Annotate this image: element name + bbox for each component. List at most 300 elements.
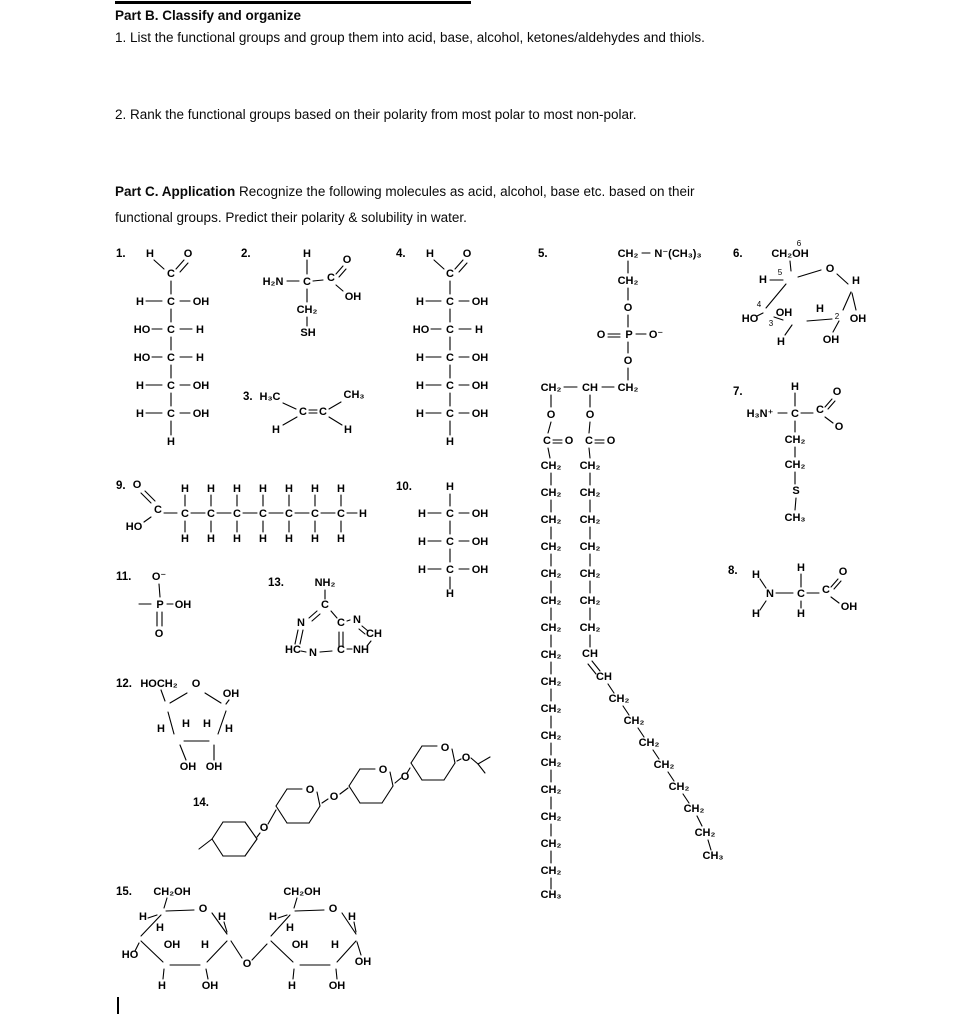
- bond-line: [589, 448, 590, 458]
- bond-line: [252, 944, 267, 960]
- atom-label: H: [285, 533, 293, 545]
- bond-line: [760, 579, 766, 588]
- bond-line: [295, 910, 324, 911]
- bond-line: [159, 584, 160, 597]
- atom-label: C: [259, 508, 267, 520]
- molecule-6-structure: [733, 239, 866, 348]
- atom-label: CH₂: [540, 838, 562, 850]
- bond-line: [245, 839, 257, 856]
- bond-line: [668, 772, 674, 781]
- molecule-15-structure: [116, 886, 371, 992]
- atom-label: OH: [471, 380, 489, 392]
- atom-label: OH: [201, 980, 219, 992]
- atom-label: CH₂: [623, 715, 645, 727]
- atom-label: OH: [775, 307, 793, 319]
- atom-label: CH₂: [579, 514, 601, 526]
- atom-label: CH₂: [579, 622, 601, 634]
- bond-line: [154, 260, 164, 269]
- atom-label: H: [303, 248, 311, 260]
- bond-line: [329, 417, 342, 425]
- atom-label: O: [461, 752, 471, 764]
- ring-position-number: 6: [796, 239, 802, 248]
- bond-line: [653, 750, 659, 759]
- bond-line: [313, 280, 323, 281]
- atom-label: C: [311, 508, 319, 520]
- atom-label: H: [418, 564, 426, 576]
- atom-label: HO: [412, 324, 430, 336]
- atom-label: CH: [582, 382, 598, 394]
- bond-line: [807, 319, 832, 321]
- molecule-3-structure: [243, 389, 364, 436]
- atom-label: O: [825, 263, 835, 275]
- molecule-number: 13.: [268, 577, 284, 589]
- atom-label: C: [154, 504, 162, 516]
- atom-label: H: [337, 533, 345, 545]
- atom-label: O: [623, 355, 633, 367]
- bond-line: [300, 630, 303, 644]
- atom-label: H: [752, 608, 760, 620]
- atom-label: OH: [192, 408, 210, 420]
- molecule-number: 7.: [733, 386, 743, 398]
- atom-label: C: [446, 324, 454, 336]
- atom-label: CH₂: [579, 568, 601, 580]
- ring-position-number: 5: [777, 268, 783, 277]
- atom-label: OH: [328, 980, 346, 992]
- bond-line: [589, 422, 590, 433]
- atom-label: H: [286, 922, 294, 934]
- atom-label: H: [418, 508, 426, 520]
- atom-label: C: [446, 380, 454, 392]
- atom-label: H: [225, 723, 233, 735]
- atom-label: C: [181, 508, 189, 520]
- atom-label: H: [181, 533, 189, 545]
- atom-label: O: [623, 302, 633, 314]
- atom-label: O: [606, 435, 616, 447]
- atom-label: O: [191, 678, 201, 690]
- bond-line: [708, 840, 711, 850]
- atom-label: H: [797, 562, 805, 574]
- atom-label: CH₃: [784, 512, 806, 524]
- atom-label: H: [157, 723, 165, 735]
- part-c-intro-line2: functional groups. Predict their polarity & solubility in water.: [115, 210, 467, 225]
- atom-label: C: [791, 408, 799, 420]
- bond-line: [837, 274, 848, 284]
- atom-label: CH₂: [540, 382, 562, 394]
- atom-label: H: [196, 352, 204, 364]
- bond-line: [309, 806, 320, 823]
- atom-label: OH: [471, 296, 489, 308]
- atom-label: CH₂: [579, 595, 601, 607]
- bond-line: [798, 270, 821, 277]
- bond-line: [434, 260, 444, 269]
- atom-label: CH₂: [540, 730, 562, 742]
- atom-label: CH₂: [638, 737, 660, 749]
- atom-label: H: [207, 483, 215, 495]
- bond-line: [785, 325, 792, 335]
- atom-label: H: [791, 381, 799, 393]
- atom-label: P: [156, 599, 164, 611]
- atom-label: H: [196, 324, 204, 336]
- atom-label: OH: [192, 380, 210, 392]
- bond-line: [205, 693, 221, 703]
- molecule-8-structure: [728, 562, 857, 620]
- atom-label: CH₂: [784, 434, 806, 446]
- atom-label: H: [156, 922, 164, 934]
- atom-label: OH: [354, 956, 372, 968]
- atom-label: OH: [471, 352, 489, 364]
- atom-label: CH: [366, 628, 382, 640]
- atom-label: H: [418, 536, 426, 548]
- atom-label: O: [546, 409, 556, 421]
- atom-label: O: [183, 248, 193, 260]
- bond-line: [444, 763, 455, 780]
- atom-label: H: [759, 274, 767, 286]
- atom-label: O: [154, 628, 164, 640]
- atom-label: C: [285, 508, 293, 520]
- atom-label: O: [378, 764, 388, 776]
- bond-line: [795, 498, 796, 510]
- bond-line: [452, 749, 455, 763]
- atom-label: H: [359, 508, 367, 520]
- bond-line: [212, 822, 223, 839]
- molecule-number: 2.: [241, 248, 251, 260]
- atom-label: C: [337, 617, 345, 629]
- atom-label: H: [348, 911, 356, 923]
- atom-label: H: [331, 939, 339, 951]
- atom-label: CH₂: [540, 784, 562, 796]
- molecule-number: 1.: [116, 248, 126, 260]
- atom-label: OH: [471, 564, 489, 576]
- atom-label: C: [167, 296, 175, 308]
- bond-line: [166, 910, 194, 911]
- atom-label: H: [416, 352, 424, 364]
- atom-label: O: [596, 329, 606, 341]
- atom-label: O: [400, 771, 410, 783]
- atom-label: CH₂: [540, 865, 562, 877]
- atom-label: H: [233, 533, 241, 545]
- atom-label: H: [158, 980, 166, 992]
- atom-label: H: [311, 483, 319, 495]
- ring-position-number: 3: [768, 319, 774, 328]
- atom-label: CH₂: [579, 460, 601, 472]
- atom-label: OH: [222, 688, 240, 700]
- atom-label: CH₂: [579, 487, 601, 499]
- atom-label: O: [329, 791, 339, 803]
- bond-line: [548, 448, 550, 458]
- atom-label: HO: [133, 324, 151, 336]
- bond-line: [411, 763, 422, 780]
- atom-label: C: [543, 435, 551, 447]
- atom-label: S: [792, 485, 800, 497]
- atom-label: O: [832, 386, 842, 398]
- atom-label: H: [777, 336, 785, 348]
- atom-label: O: [834, 421, 844, 433]
- molecule-number: 10.: [396, 481, 412, 493]
- atom-label: N: [353, 614, 361, 626]
- atom-label: OH: [822, 334, 840, 346]
- bond-line: [359, 629, 365, 634]
- bond-line: [623, 706, 629, 715]
- atom-label: H: [136, 408, 144, 420]
- atom-label: N⁻(CH₃)₃: [654, 248, 702, 260]
- atom-label: C: [797, 588, 805, 600]
- molecule-number: 15.: [116, 886, 132, 898]
- bond-line: [161, 690, 165, 701]
- bond-line: [320, 651, 332, 652]
- bond-line: [231, 941, 242, 958]
- molecule-10-structure: [396, 481, 488, 600]
- molecule-number: 5.: [538, 248, 548, 260]
- molecule-7-structure: [733, 381, 844, 524]
- atom-label: O: [462, 248, 472, 260]
- molecule-number: 3.: [243, 391, 253, 403]
- atom-label: C: [337, 508, 345, 520]
- atom-label: CH₂: [617, 248, 639, 260]
- bond-line: [825, 417, 833, 423]
- bond-line: [141, 941, 163, 962]
- atom-label: H: [285, 483, 293, 495]
- atom-label: CH₂: [540, 595, 562, 607]
- text-cursor: [117, 997, 119, 1014]
- bond-line: [141, 493, 151, 503]
- atom-label: C: [585, 435, 593, 447]
- atom-label: C: [167, 408, 175, 420]
- atom-label: C: [446, 296, 454, 308]
- bond-line: [336, 969, 337, 979]
- bond-line: [176, 260, 184, 269]
- ring-position-number: 4: [756, 300, 762, 309]
- atom-label: CH₂: [540, 703, 562, 715]
- atom-label: H: [146, 248, 154, 260]
- atom-label: C: [446, 564, 454, 576]
- atom-label: H: [139, 911, 147, 923]
- atom-label: C: [822, 584, 830, 596]
- molecule-13-structure: [268, 577, 382, 659]
- atom-label: HOCH₂: [140, 678, 178, 690]
- bond-line: [170, 693, 187, 703]
- atom-label: H: [272, 424, 280, 436]
- atom-label: H: [201, 939, 209, 951]
- atom-label: HO: [133, 352, 151, 364]
- bond-line: [471, 758, 478, 764]
- atom-label: C: [167, 352, 175, 364]
- atom-label: OH: [174, 599, 192, 611]
- part-c-intro-rest: Recognize the following molecules as acid, alcohol, base etc. based on their: [235, 184, 695, 199]
- bond-line: [457, 759, 461, 761]
- atom-label: C: [446, 352, 454, 364]
- bond-line: [766, 284, 786, 308]
- atom-label: O: [242, 958, 252, 970]
- atom-label: O: [198, 903, 208, 915]
- atom-label: H: [816, 303, 824, 315]
- atom-label: CH₂: [540, 811, 562, 823]
- atom-label: H: [233, 483, 241, 495]
- bond-line: [608, 684, 614, 693]
- atom-label: H: [344, 424, 352, 436]
- atom-label: C: [167, 380, 175, 392]
- molecule-number: 8.: [728, 565, 738, 577]
- part-b-title: Part B. Classify and organize: [115, 8, 302, 23]
- bond-line: [278, 915, 287, 918]
- atom-label: NH₂: [314, 577, 336, 589]
- atom-label: OH: [163, 939, 181, 951]
- atom-label: O⁻: [151, 571, 167, 583]
- atom-label: OH: [471, 508, 489, 520]
- atom-label: O: [838, 566, 848, 578]
- atom-label: H: [426, 248, 434, 260]
- question-2: 2. Rank the functional groups based on their polarity from most polar to most non-polar.: [115, 107, 637, 122]
- bond-line: [276, 789, 287, 806]
- bond-line: [329, 402, 341, 409]
- atom-label: CH₂: [540, 568, 562, 580]
- bond-line: [276, 806, 287, 823]
- bond-line: [271, 941, 293, 962]
- molecule-number: 11.: [116, 571, 132, 583]
- atom-label: CH₂OH: [153, 886, 191, 898]
- bond-line: [283, 417, 297, 425]
- bond-line: [145, 491, 155, 501]
- bond-line: [347, 620, 350, 621]
- atom-label: H: [136, 380, 144, 392]
- molecule-11-structure: [116, 571, 191, 640]
- atom-label: H: [311, 533, 319, 545]
- bond-line: [226, 700, 229, 704]
- atom-label: OH: [471, 408, 489, 420]
- atom-label: CH₂: [540, 649, 562, 661]
- bond-line: [455, 260, 463, 269]
- atom-label: H: [337, 483, 345, 495]
- atom-label: C: [167, 324, 175, 336]
- bond-line: [207, 941, 227, 962]
- atom-label: O: [328, 903, 338, 915]
- atom-label: H: [288, 980, 296, 992]
- atom-label: CH₂: [540, 541, 562, 553]
- atom-label: O: [305, 784, 315, 796]
- atom-label: CH₂: [683, 803, 705, 815]
- atom-label: CH₂: [617, 382, 639, 394]
- atom-label: CH₂: [540, 622, 562, 634]
- bond-line: [322, 799, 328, 803]
- bond-line: [592, 661, 600, 671]
- bond-line: [336, 285, 343, 291]
- atom-label: CH₂: [784, 459, 806, 471]
- atom-label: H: [269, 911, 277, 923]
- bond-line: [164, 898, 167, 908]
- bond-line: [760, 601, 766, 610]
- atom-label: OH: [205, 761, 223, 773]
- atom-label: H: [475, 324, 483, 336]
- part-c-title: Part C. Application: [115, 184, 236, 199]
- molecule-5-structure: [538, 248, 723, 901]
- bond-line: [548, 422, 551, 433]
- bond-line: [295, 630, 298, 644]
- molecule-number: 6.: [733, 248, 743, 260]
- atom-label: CH₂: [617, 275, 639, 287]
- atom-label: SH: [300, 327, 316, 339]
- atom-label: H: [259, 483, 267, 495]
- atom-label: CH: [596, 671, 612, 683]
- molecule-9-structure: [116, 479, 367, 545]
- atom-label: HO: [125, 521, 143, 533]
- atom-label: C: [327, 272, 335, 284]
- atom-label: CH₂OH: [283, 886, 321, 898]
- bond-line: [349, 769, 360, 786]
- bond-line: [390, 772, 393, 786]
- atom-label: H: [181, 483, 189, 495]
- atom-label: OH: [840, 601, 858, 613]
- bond-line: [411, 746, 422, 763]
- molecule-1-structure: [116, 248, 209, 448]
- atom-label: CH₂: [653, 759, 675, 771]
- atom-label: CH₂: [694, 827, 716, 839]
- molecule-number: 14.: [193, 797, 209, 809]
- atom-label: H: [416, 380, 424, 392]
- atom-label: P: [625, 329, 633, 341]
- atom-label: OH: [849, 313, 867, 325]
- bond-line: [340, 788, 348, 794]
- atom-label: H: [259, 533, 267, 545]
- atom-label: CH₂: [540, 487, 562, 499]
- atom-label: C: [299, 406, 307, 418]
- atom-label: H: [446, 588, 454, 600]
- bond-line: [478, 764, 485, 773]
- atom-label: CH₂: [579, 541, 601, 553]
- atom-label: C: [337, 644, 345, 656]
- molecule-number: 9.: [116, 480, 126, 492]
- molecule-12-structure: [116, 678, 239, 773]
- bond-line: [833, 321, 839, 332]
- atom-label: HC: [285, 644, 301, 656]
- bond-line: [144, 517, 151, 522]
- atom-label: O: [440, 742, 450, 754]
- atom-label: H: [182, 718, 190, 730]
- bond-line: [199, 839, 212, 849]
- atom-label: HO: [121, 949, 139, 961]
- atom-label: OH: [344, 291, 362, 303]
- bond-line: [337, 941, 356, 962]
- atom-label: H: [416, 408, 424, 420]
- bond-line: [294, 898, 297, 908]
- bond-line: [852, 293, 856, 310]
- atom-label: O⁻: [648, 329, 664, 341]
- atom-label: C: [233, 508, 241, 520]
- atom-label: C: [446, 268, 454, 280]
- atom-label: H: [416, 296, 424, 308]
- bond-line: [301, 651, 306, 652]
- bond-line: [163, 969, 164, 979]
- molecule-14-structure: [193, 742, 490, 856]
- bond-line: [790, 261, 791, 271]
- bond-line: [293, 969, 294, 979]
- atom-label: C: [446, 408, 454, 420]
- bond-line: [180, 745, 186, 760]
- bond-line: [357, 942, 361, 955]
- atom-label: CH₃: [540, 889, 562, 901]
- atom-label: C: [167, 268, 175, 280]
- atom-label: NH: [353, 644, 369, 656]
- atom-label: HO: [741, 313, 759, 325]
- atom-label: O: [342, 254, 352, 266]
- atom-label: CH₂: [608, 693, 630, 705]
- atom-label: CH₂: [540, 460, 562, 472]
- atom-label: H: [136, 296, 144, 308]
- bond-line: [588, 664, 596, 674]
- bond-line: [180, 263, 188, 272]
- atom-label: OH: [192, 296, 210, 308]
- atom-label: CH₂OH: [771, 248, 809, 260]
- atom-label: H₂N: [262, 276, 284, 288]
- atom-label: N: [309, 647, 317, 659]
